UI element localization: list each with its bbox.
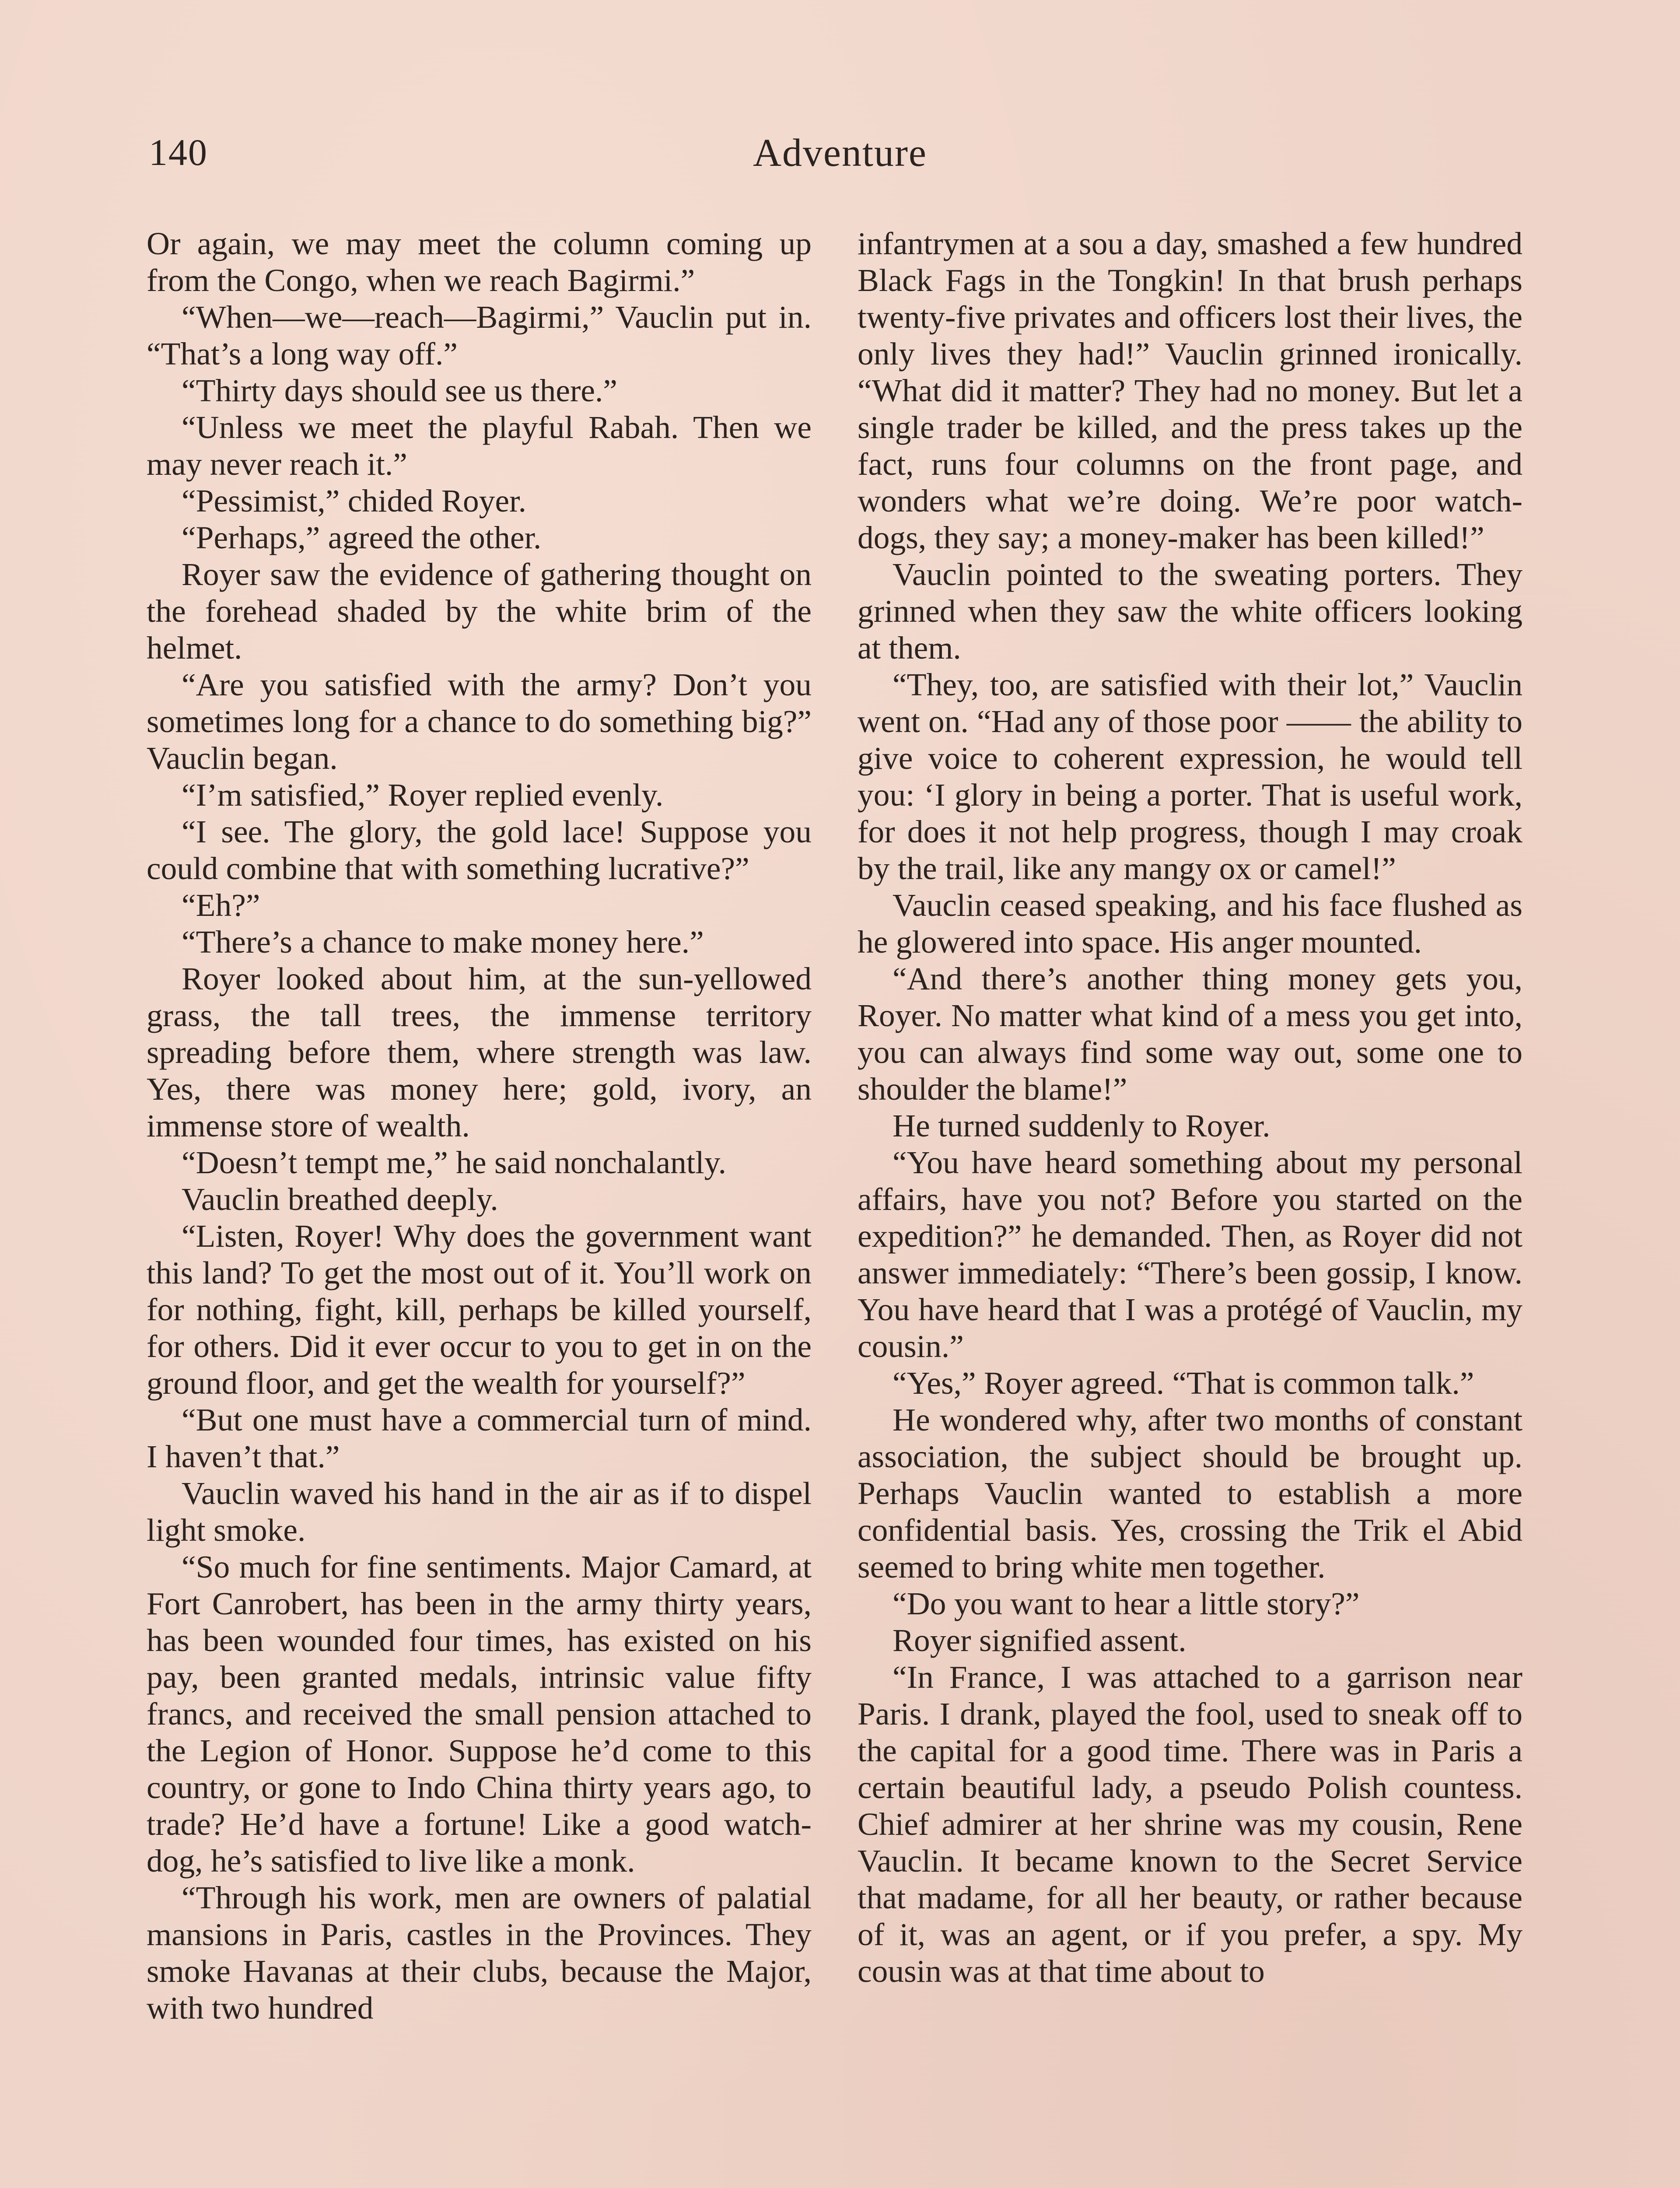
paragraph: “Pessimist,” chided Royer. (182, 483, 526, 519)
paragraph: Vauclin pointed to the sweating porters. They grinned when they saw the white officers looking at them. (858, 557, 1522, 666)
paragraph: He wondered why, after two months of constant association, the subject should be brought up. Perhaps Vauclin wanted to establish a more confidential basis. Yes, crossing the Trik el Abid seemed to bring white men together. (858, 1402, 1522, 1585)
paragraph: “They, too, are satisfied with their lot,” Vauclin went on. “Had any of those poor —— the ability to give voice to coherent expression, he would tell you: ‘I glory in being a porter. That is useful work, for does it not help progress, though I may croak by the trail, like any mangy ox or camel!” (858, 667, 1522, 886)
paragraph: “And there’s another thing money gets you, Royer. No matter what kind of a mess you get into, you can always find some way out, some one to shoulder the blame!” (858, 961, 1522, 1107)
paragraph: “Perhaps,” agreed the other. (182, 520, 542, 555)
page-number: 140 (149, 131, 208, 173)
paragraph: He turned suddenly to Royer. (892, 1108, 1270, 1143)
paragraph: “Yes,” Royer agreed. “That is common talk.” (892, 1365, 1474, 1401)
paragraph: “When—we—reach—Bagirmi,” Vauclin put in. “That’s a long way off.” (147, 299, 812, 372)
right-column (858, 225, 1522, 1990)
paragraph: “Thirty days should see us there.” (182, 373, 618, 408)
paragraph: “Are you satisfied with the army? Don’t you sometimes long for a chance to do something big?” Vauclin began. (147, 667, 812, 776)
paragraph: “There’s a chance to make money here.” (182, 924, 704, 960)
paragraph: Vauclin ceased speaking, and his face flushed as he glowered into space. His anger mounted. (858, 887, 1522, 960)
paragraph: “Doesn’t tempt me,” he said nonchalantly. (182, 1145, 727, 1180)
paragraph: Vauclin breathed deeply. (182, 1182, 498, 1217)
paragraph: “Eh?” (182, 887, 260, 923)
paragraph: “In France, I was attached to a garrison near Paris. I drank, played the fool, used to sneak off to the capital for a good time. There was in Paris a certain beautiful lady, a pseudo Polish countess. Chief admirer at her shrine was my cousin, Rene Vauclin. It became known to the Secret Service that madame, for all her beauty, or rather because of it, was an agent, or if you prefer, a spy. My cousin was at that time about to (858, 1659, 1522, 1989)
paragraph: “Listen, Royer! Why does the government want this land? To get the most out of it. You’ll work on for nothing, fight, kill, perhaps be killed yourself, for others. Did it ever occur to you to get in on the ground floor, and get the wealth for yourself?” (147, 1218, 812, 1401)
paragraph: “So much for fine sentiments. Major Camard, at Fort Canrobert, has been in the army thirty years, has been wounded four times, has existed on his pay, been granted medals, intrinsic value fifty francs, and received the small pension attached to the Legion of Honor. Suppose he’d come to this country, or gone to Indo China thirty years ago, to trade? He’d have a fortune! Like a good watch-dog, he’s satisfied to live like a monk. (147, 1549, 812, 1879)
paragraph: infantrymen at a sou a day, smashed a few hundred Black Fags in the Tongkin! In that brush perhaps twenty-five privates and officers lost their lives, the only lives they had!” Vauclin grinned ironically. “What did it matter? They had no money. But let a single trader be killed, and the press takes up the fact, runs four columns on the front page, and wonders what we’re doing. We’re poor watch-dogs, they say; a money-maker has been killed!” (858, 226, 1522, 555)
left-column (147, 225, 812, 2027)
running-title: Adventure (753, 131, 927, 175)
paragraph: “Through his work, men are owners of palatial mansions in Paris, castles in the Provinces. They smoke Havanas at their clubs, because the Major, with two hundred (147, 1880, 812, 2026)
page-header (149, 127, 1531, 188)
paragraph: Royer looked about him, at the sun-yellowed grass, the tall trees, the immense territory spreading before them, where strength was law. Yes, there was money here; gold, ivory, an immense store of wealth. (147, 961, 812, 1143)
paragraph: “I see. The glory, the gold lace! Suppose you could combine that with something lucrative?” (147, 814, 812, 886)
paragraph: “Unless we meet the playful Rabah. Then we may never reach it.” (147, 410, 812, 482)
paragraph: “You have heard something about my personal affairs, have you not? Before you started on the expedition?” he demanded. Then, as Royer did not answer immediately: “There’s been gossip, I know. You have heard that I was a protégé of Vauclin, my cousin.” (858, 1145, 1522, 1364)
paragraph: Royer saw the evidence of gathering thought on the forehead shaded by the white brim of the helmet. (147, 557, 812, 666)
paragraph: “Do you want to hear a little story?” (892, 1586, 1360, 1621)
paragraph: Vauclin waved his hand in the air as if to dispel light smoke. (147, 1476, 812, 1548)
paragraph: “I’m satisfied,” Royer replied evenly. (182, 777, 664, 813)
paragraph: “But one must have a commercial turn of mind. I haven’t that.” (147, 1402, 812, 1474)
paragraph: Royer signified assent. (892, 1623, 1186, 1658)
paragraph: Or again, we may meet the column coming up from the Congo, when we reach Bagirmi.” (147, 226, 812, 298)
